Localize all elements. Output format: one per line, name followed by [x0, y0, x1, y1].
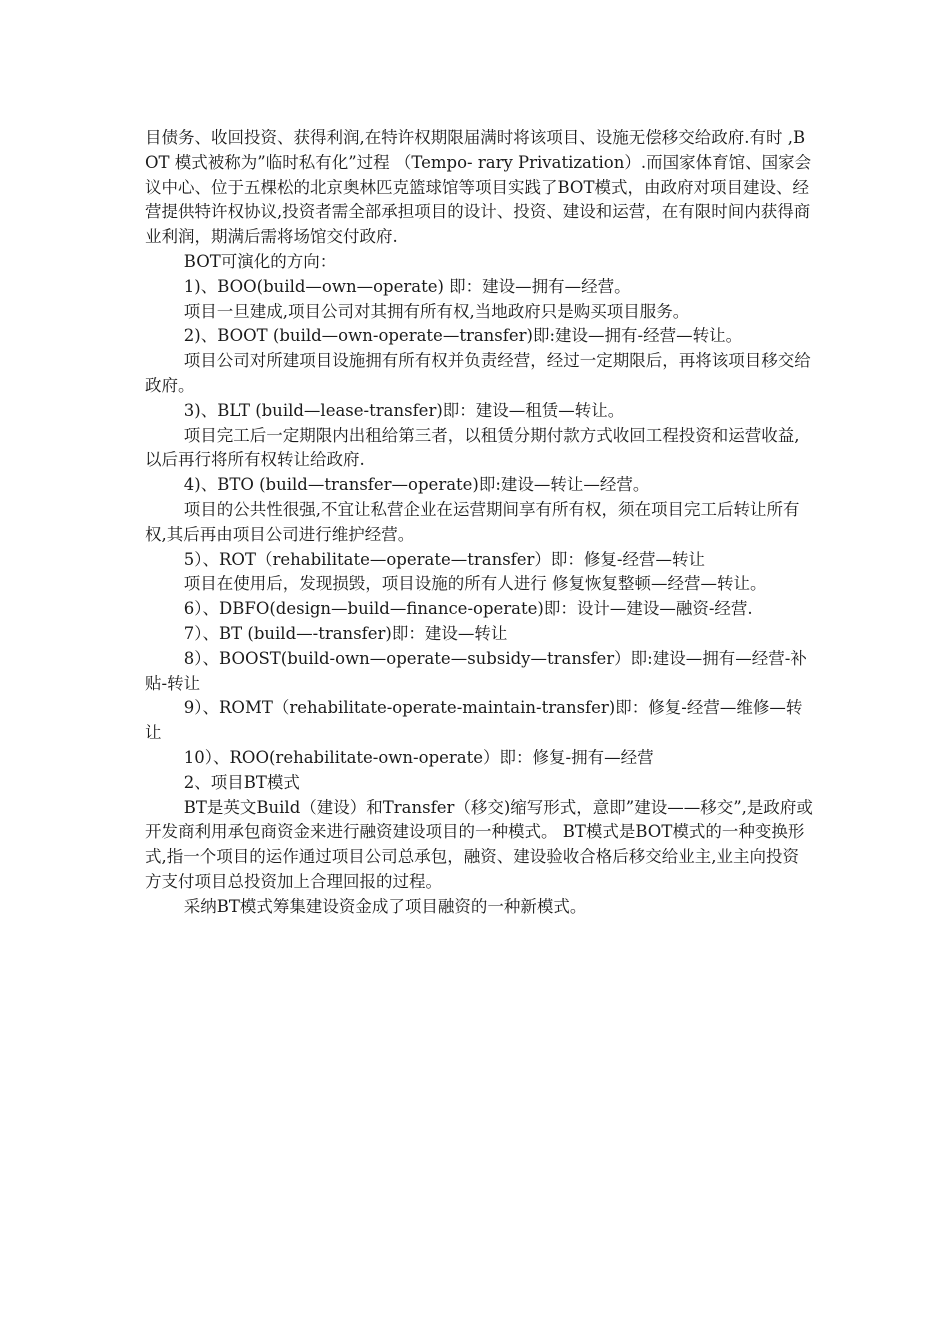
paragraph-bot-directions-heading: BOT可演化的方向： [183, 251, 337, 271]
paragraph-bto-description: 项目的公共性很强,不宜让私营企业在运营期间享有所有权，须在项目完工后转让所有权,其后再由项目公司进行维护经营。 [145, 499, 800, 544]
paragraph-bot-intro: 目债务、收回投资、获得利润,在特许权期限届满时将该项目、设施无偿移交给政府.有时 ,BOT 模式被称为”临时私有化”过程 （Tempo- rary Privatization）.而国家体育馆、国家会议中心、位于五棵松的北京奥林匹克篮球馆等项目实践了BOT模式，由政府对项目建设、经营提供特许权协议,投资者需全部承担项目的设计、投资、建设和运营，在有限时间内获得商业利润，期满后需将场馆交付政府. [145, 128, 812, 247]
paragraph-rot-description: 项目在使用后，发现损毁，项目设施的所有人进行 修复恢复整顿—经营—转让。 [183, 574, 767, 594]
paragraph-boo-description: 项目一旦建成,项目公司对其拥有所有权,当地政府只是购买项目服务。 [183, 301, 690, 321]
paragraph-bto-heading: 4)、BTO (build—transfer—operate)即:建设—转让—经营。 [183, 475, 650, 495]
paragraph-bt-heading: 7）、BT (build—-transfer)即：建设—转让 [183, 623, 508, 643]
paragraph-blt-description: 项目完工后一定期限内出租给第三者，以租赁分期付款方式收回工程投资和运营收益,以后再行将所有权转让给政府. [145, 425, 800, 470]
paragraph-blt-heading: 3)、BLT (build—lease-transfer)即：建设—租赁—转让。 [183, 400, 625, 420]
paragraph-roo-heading: 10）、ROO(rehabilitate-own-operate）即：修复-拥有—经营 [183, 747, 654, 767]
paragraph-romt-heading: 9）、ROMT（rehabilitate-operate-maintain-transfer)即：修复-经营—维修—转让 [145, 698, 803, 743]
paragraph-boot-heading: 2)、BOOT (build—own-operate—transfer)即:建设—拥有-经营—转让。 [183, 326, 743, 346]
paragraph-dbfo-heading: 6）、DBFO(design—build—finance-operate)即：设计—建设—融资-经营. [183, 599, 753, 619]
document-body [145, 126, 815, 920]
paragraph-rot-heading: 5）、ROT（rehabilitate—operate—transfer）即：修复-经营—转让 [183, 549, 706, 569]
paragraph-boot-description: 项目公司对所建项目设施拥有所有权并负责经营，经过一定期限后，再将该项目移交给政府。 [145, 351, 811, 395]
paragraph-boost-heading: 8）、BOOST(build-own—operate—subsidy—transfer）即:建设—拥有—经营-补贴-转让 [145, 648, 807, 693]
paragraph-boo-heading: 1)、BOO(build—own—operate) 即：建设—拥有—经营。 [183, 276, 631, 296]
section-heading-bt-mode: 2、项目BT模式 [183, 772, 300, 792]
paragraph-bt-conclusion: 采纳BT模式筹集建设资金成了项目融资的一种新模式。 [183, 896, 587, 916]
paragraph-bt-definition: BT是英文Build（建设）和Transfer（移交)缩写形式，意即”建设——移交”,是政府或开发商利用承包商资金来进行融资建设项目的一种模式。 BT模式是BOT模式的一种变换形式,指一个项目的运作通过项目公司总承包，融资、建设验收合格后移交给业主,业主向投资方支付项目总投资加上合理回报的过程。 [145, 797, 813, 891]
